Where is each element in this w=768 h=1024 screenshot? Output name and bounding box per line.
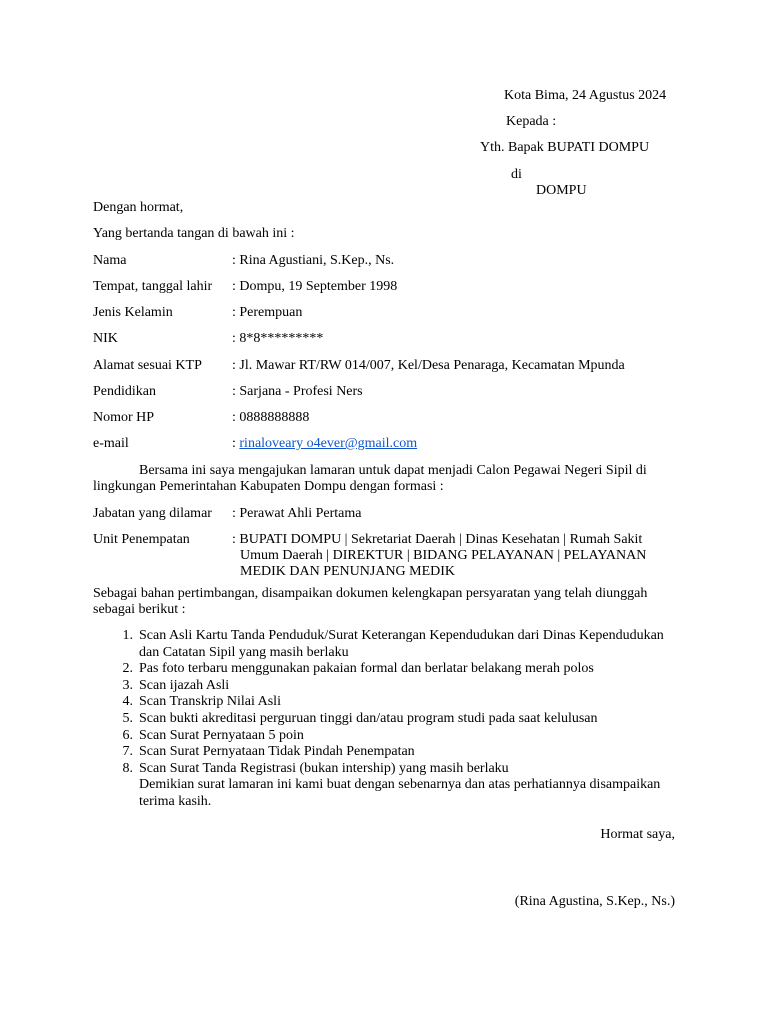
placement-line1: : BUPATI DOMPU | Sekretariat Daerah | Dinas Kesehatan | Rumah Sakit [232,532,643,547]
requirements-list [93,628,675,811]
list-item [93,711,675,728]
list-number: 4. [122,694,133,710]
intro-text: Yang bertanda tangan di bawah ini : [93,226,295,241]
documents-intro: Sebagai bahan pertimbangan, disampaikan dokumen kelengkapan persyaratan yang telah diunggah sebagai berikut : [93,586,648,617]
identity-value: : 0888888888 [232,410,310,425]
identity-label: Pendidikan [93,384,156,399]
signature-name: (Rina Agustina, S.Kep., Ns.) [514,894,675,909]
identity-label: Tempat, tanggal lahir [93,279,213,294]
list-item [93,678,675,695]
recipient: Yth. Bapak BUPATI DOMPU [480,140,650,155]
list-text: Scan ijazah Asli [139,677,230,693]
list-text: Scan Surat Pernyataan Tidak Pindah Penempatan [139,744,415,760]
recipient-di: di [511,167,522,182]
identity-value: : Dompu, 19 September 1998 [232,279,398,294]
signoff: Hormat saya, [600,827,675,842]
placement-label: Unit Penempatan [93,532,190,547]
identity-label: e-mail [93,436,129,451]
identity-label: Alamat sesuai KTP [93,358,202,373]
identity-label: Nomor HP [93,410,155,425]
email-colon: : [232,436,240,451]
list-number: 5. [122,710,133,726]
greeting: Dengan hormat, [93,200,184,215]
recipient-city: DOMPU [536,183,587,198]
list-number: 3. [122,677,133,693]
list-text: Scan Transkrip Nilai Asli [139,694,281,710]
list-number: 6. [122,727,133,743]
placement-continuation: Umum Daerah | DIREKTUR | BIDANG PELAYANAN | PELAYANAN MEDIK DAN PENUNJANG MEDIK [240,548,647,579]
list-item [93,628,675,661]
identity-label: Jenis Kelamin [93,305,173,320]
identity-value: : Rina Agustiani, S.Kep., Ns. [232,253,395,268]
position-value: : Perawat Ahli Pertama [232,506,362,521]
identity-label: NIK [93,331,118,346]
list-text: Pas foto terbaru menggunakan pakaian formal dan berlatar belakang merah polos [139,661,594,677]
closing-text: Demikian surat lamaran ini kami buat dengan sebenarnya dan atas perhatiannya disampaikan terima kasih. [139,777,661,809]
identity-value: : Jl. Mawar RT/RW 014/007, Kel/Desa Penaraga, Kecamatan Mpunda [232,358,625,373]
list-number: 2. [122,661,133,677]
closing-paragraph [93,777,675,810]
position-label: Jabatan yang dilamar [93,506,212,521]
placement-value [232,532,652,580]
to-label: Kepada : [506,114,557,129]
list-item [93,728,675,745]
list-number: 8. [122,760,133,776]
list-item [93,761,675,778]
list-number: 1. [122,628,133,643]
email-link[interactable]: rinaloveary o4ever@gmail.com [239,436,418,451]
list-text: Scan Surat Tanda Registrasi (bukan intership) yang masih berlaku [139,760,509,776]
application-paragraph: Bersama ini saya mengajukan lamaran untuk dapat menjadi Calon Pegawai Negeri Sipil di lingkungan Pemerintahan Kabupaten Dompu dengan formasi : [93,463,647,494]
list-item [93,661,675,678]
list-item [93,694,675,711]
list-text: Scan bukti akreditasi perguruan tinggi dan/atau program studi pada saat kelulusan [139,710,598,726]
identity-value: : 8*8********* [232,331,324,346]
identity-value: : Sarjana - Profesi Ners [232,384,363,399]
identity-label: Nama [93,253,127,268]
list-text: Scan Asli Kartu Tanda Penduduk/Surat Keterangan Kependudukan dari Dinas Kependudukan dan Catatan Sipil yang masih berlaku [139,628,664,660]
list-text: Scan Surat Pernyataan 5 poin [139,727,304,743]
list-number: 7. [122,744,133,760]
identity-value: : Perempuan [232,305,303,320]
list-item [93,744,675,761]
identity-value [232,436,417,452]
place-date: Kota Bima, 24 Agustus 2024 [504,88,667,103]
